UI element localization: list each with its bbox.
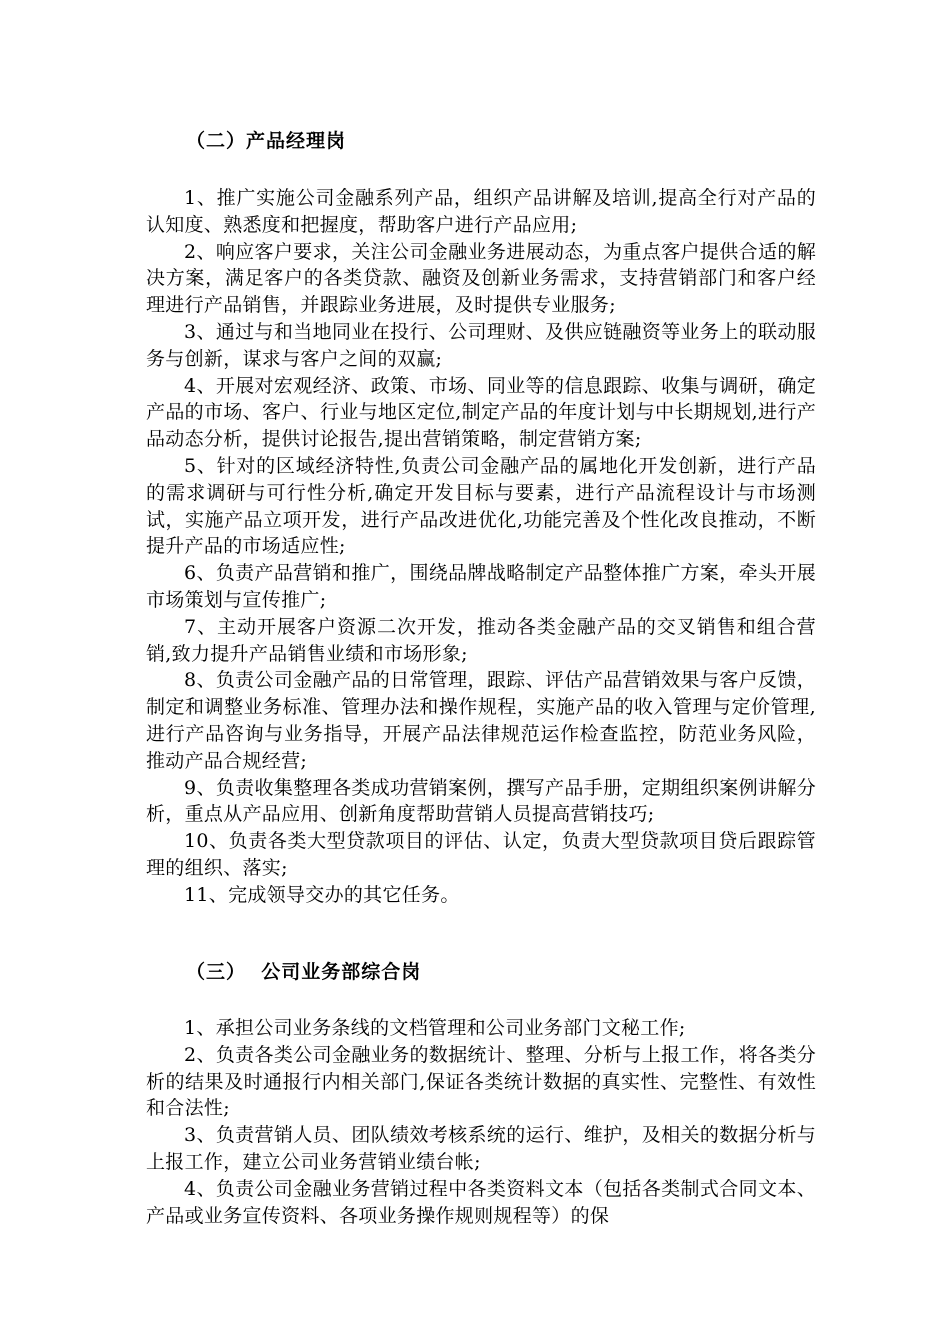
duty-item: 3、通过与和当地同业在投行、公司理财、及供应链融资等业务上的联动服务与创新，谋求与客户之间的双赢; bbox=[146, 320, 816, 370]
duty-item: 10、负责各类大型贷款项目的评估、认定，负责大型贷款项目贷后跟踪管理的组织、落实; bbox=[146, 830, 816, 879]
duty-item: 2、响应客户要求，关注公司金融业务进展动态，为重点客户提供合适的解决方案，满足客户的各类贷款、融资及创新业务需求，支持营销部门和客户经理进行产品销售，并跟踪业务进展，及时提供专业服务; bbox=[146, 240, 816, 317]
duty-item: 8、负责公司金融产品的日常管理，跟踪、评估产品营销效果与客户反馈，制定和调整业务标准、管理办法和操作规程，实施产品的收入管理与定价管理,进行产品咨询与业务指导，开展产品法律规范运作检查监控，防范业务风险，推动产品合规经营; bbox=[146, 669, 816, 772]
duty-item: 3、负责营销人员、团队绩效考核系统的运行、维护，及相关的数据分析与上报工作，建立公司业务营销业绩台帐; bbox=[146, 1124, 816, 1173]
duty-item: 11、完成领导交办的其它任务。 bbox=[184, 883, 460, 906]
section-product-manager-duties bbox=[146, 185, 816, 909]
duty-item: 6、负责产品营销和推广，围绕品牌战略制定产品整体推广方案，牵头开展市场策划与宣传推广; bbox=[146, 562, 816, 611]
duty-item: 5、针对的区域经济特性,负责公司金融产品的属地化开发创新，进行产品的需求调研与可行性分析,确定开发目标与要素，进行产品流程设计与市场测试，实施产品立项开发，进行产品改进优化,功能完善及个性化改良推动，不断提升产品的市场适应性; bbox=[146, 454, 816, 558]
duty-item: 1、推广实施公司金融系列产品，组织产品讲解及培训,提高全行对产品的认知度、熟悉度和把握度，帮助客户进行产品应用; bbox=[146, 187, 816, 236]
section-general-staff-duties bbox=[146, 1015, 816, 1229]
duty-item: 1、承担公司业务条线的文档管理和公司业务部门文秘工作; bbox=[184, 1017, 686, 1039]
section-heading-general-staff: （三） 公司业务部综合岗 bbox=[186, 961, 422, 983]
duty-item: 4、开展对宏观经济、政策、市场、同业等的信息跟踪、收集与调研，确定产品的市场、客户、行业与地区定位,制定产品的年度计划与中长期规划,进行产品动态分析，提供讨论报告,提出营销策略，制定营销方案; bbox=[146, 374, 816, 451]
duty-item: 4、负责公司金融业务营销过程中各类资料文本（包括各类制式合同文本、产品或业务宣传资料、各项业务操作规则规程等）的保 bbox=[146, 1177, 816, 1227]
duty-item: 2、负责各类公司金融业务的数据统计、整理、分析与上报工作，将各类分析的结果及时通报行内相关部门,保证各类统计数据的真实性、完整性、有效性和合法性; bbox=[146, 1043, 816, 1120]
section-heading-product-manager: （二）产品经理岗 bbox=[186, 130, 347, 152]
duty-item: 9、负责收集整理各类成功营销案例，撰写产品手册，定期组织案例讲解分析，重点从产品应用、创新角度帮助营销人员提高营销技巧; bbox=[146, 776, 816, 826]
duty-item: 7、主动开展客户资源二次开发，推动各类金融产品的交叉销售和组合营销,致力提升产品销售业绩和市场形象; bbox=[146, 615, 816, 665]
